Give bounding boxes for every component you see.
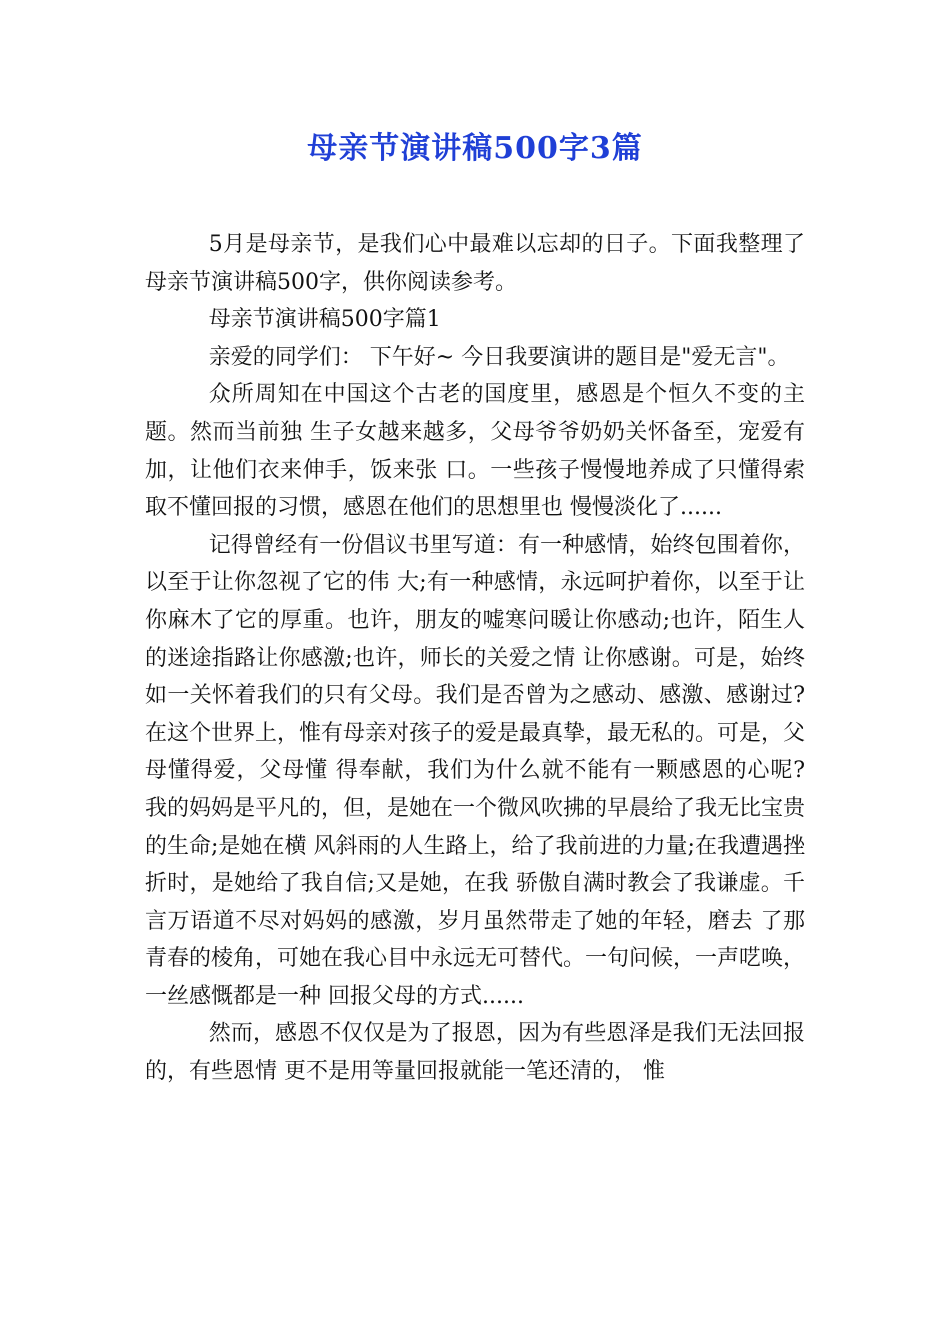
paragraph-section-heading: 母亲节演讲稿500字篇1: [208, 307, 441, 333]
paragraph-intro: 5月是母亲节，是我们心中最难以忘却的日子。下面我整理了母亲节演讲稿500字，供你阅读参考。: [145, 232, 805, 295]
paragraph-conclusion: 然而，感恩不仅仅是为了报恩，因为有些恩泽是我们无法回报的，有些恩情 更不是用等量回报就能一笔还清的， 惟: [145, 1021, 805, 1085]
document-body: [145, 226, 805, 1091]
paragraph-proposal-quote: 记得曾经有一份倡议书里写道：有一种感情，始终包围着你，以至于让你忽视了它的伟 大;有一种感情，永远呵护着你，以至于让你麻木了它的厚重。也许，朋友的嘘寒问暖让你感动;也许，陌生人的迷途指路让你感激;也许，师长的关爱之情 让你感谢。可是，始终 如一关怀着我们的只有父母。我们是否曾为之感动、感激、感谢过? 在这个世界上，惟有母亲对孩子的爱是最真挚，最无私的。可是，父母懂得爱，父母懂 得奉献，我们为什么就不能有一颗感恩的心呢? 我的妈妈是平凡的，但，是她在一个微风吹拂的早晨给了我无比宝贵的生命;是她在横 风斜雨的人生路上，给了我前进的力量;在我遭遇挫折时，是她给了我自信;又是她，在我 骄傲自满时教会了我谦虚。千言万语道不尽对妈妈的感激，岁月虽然带走了她的年轻，磨去 了那青春的棱角，可她在我心目中永远无可替代。一句问候，一声呓唤，一丝感慨都是一种 回报父母的方式......: [145, 532, 806, 1009]
paragraph-greeting: 亲爱的同学们： 下午好~ 今日我要演讲的题目是"爱无言"。: [208, 344, 790, 370]
paragraph-gratitude-theme: 众所周知在中国这个古老的国度里，感恩是个恒久不变的主题。然而当前独 生子女越来越多，父母爷爷奶奶关怀备至，宠爱有加，让他们衣来伸手，饭来张 口。一些孩子慢慢地养成了只懂得索取不懂回报的习惯，感恩在他们的思想里也 慢慢淡化了......: [145, 382, 805, 521]
document-title: 母亲节演讲稿500字3篇: [307, 131, 643, 166]
